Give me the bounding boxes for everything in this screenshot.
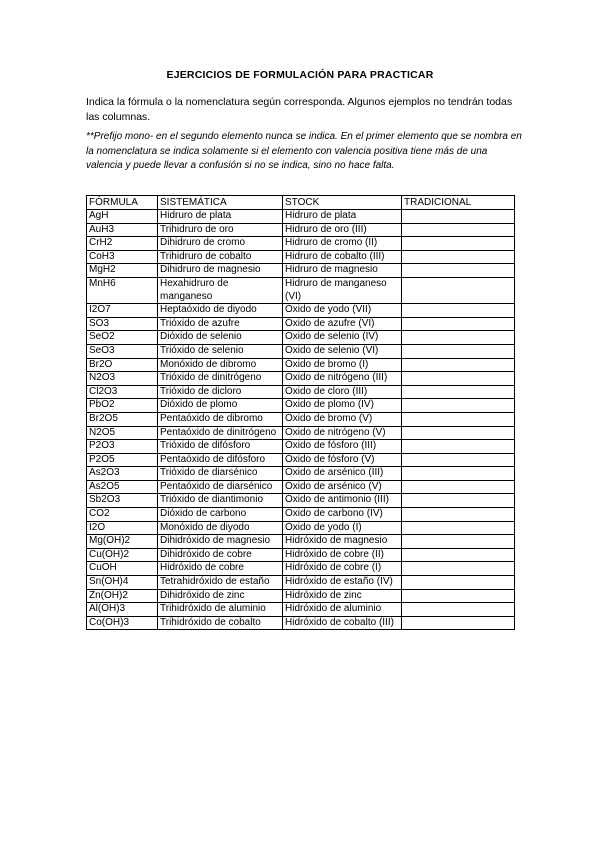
cell-traditional [402,521,515,535]
cell-stock: Óxido de cloro (III) [283,385,402,399]
header-formula: FÓRMULA [87,196,158,210]
cell-stock: Óxido de yodo (VII) [283,304,402,318]
cell-formula: SeO2 [87,331,158,345]
table-row [87,467,515,481]
formulation-table [86,195,515,630]
cell-formula: MnH6 [87,277,158,303]
cell-systematic: Tetrahidróxido de estaño [158,576,283,590]
cell-formula: SeO3 [87,344,158,358]
cell-stock: Óxido de bromo (I) [283,358,402,372]
cell-formula: I2O [87,521,158,535]
cell-formula: Al(OH)3 [87,603,158,617]
cell-systematic: Trihidruro de oro [158,223,283,237]
cell-stock: Óxido de bromo (V) [283,412,402,426]
cell-stock: Óxido de azufre (VI) [283,317,402,331]
cell-formula: CrH2 [87,237,158,251]
cell-stock: Óxido de nitrógeno (III) [283,372,402,386]
cell-stock: Hidróxido de cobre (II) [283,548,402,562]
cell-traditional [402,616,515,630]
page-title: EJERCICIOS DE FORMULACIÓN PARA PRACTICAR [166,69,434,81]
cell-stock: Hidróxido de aluminio [283,603,402,617]
cell-systematic: Pentaóxido de dinitrógeno [158,426,283,440]
cell-systematic: Dihidróxido de magnesio [158,535,283,549]
table-row [87,358,515,372]
cell-systematic: Trióxido de selenio [158,344,283,358]
cell-traditional [402,331,515,345]
cell-traditional [402,399,515,413]
table-row [87,317,515,331]
cell-formula: N2O3 [87,372,158,386]
table-row [87,562,515,576]
cell-systematic: Monóxido de dibromo [158,358,283,372]
table-row [87,548,515,562]
table-row [87,426,515,440]
cell-systematic: Trióxido de dicloro [158,385,283,399]
cell-formula: CuOH [87,562,158,576]
table-row [87,453,515,467]
cell-traditional [402,344,515,358]
cell-formula: SO3 [87,317,158,331]
cell-systematic: Trióxido de diarsénico [158,467,283,481]
cell-formula: CO2 [87,508,158,522]
cell-stock: Óxido de antimonio (III) [283,494,402,508]
cell-traditional [402,548,515,562]
cell-stock: Óxido de carbono (IV) [283,508,402,522]
cell-systematic: Pentaóxido de diarsénico [158,480,283,494]
cell-stock: Hidruro de manganeso (VI) [283,277,402,303]
cell-formula: As2O3 [87,467,158,481]
cell-systematic: Trióxido de difósforo [158,440,283,454]
table-row [87,210,515,224]
cell-formula: As2O5 [87,480,158,494]
table-row [87,304,515,318]
table-row [87,237,515,251]
cell-stock: Óxido de fósforo (III) [283,440,402,454]
cell-systematic: Trihidróxido de aluminio [158,603,283,617]
table-row [87,521,515,535]
cell-stock: Óxido de plomo (IV) [283,399,402,413]
cell-systematic: Hidróxido de cobre [158,562,283,576]
cell-systematic: Dihidruro de magnesio [158,264,283,278]
cell-systematic: Dióxido de carbono [158,508,283,522]
table-row [87,535,515,549]
cell-systematic: Heptaóxido de diyodo [158,304,283,318]
cell-systematic: Pentaóxido de dibromo [158,412,283,426]
cell-systematic: Trihidruro de cobalto [158,250,283,264]
cell-traditional [402,426,515,440]
cell-formula: Sb2O3 [87,494,158,508]
cell-formula: P2O5 [87,453,158,467]
cell-formula: N2O5 [87,426,158,440]
cell-stock: Hidróxido de magnesio [283,535,402,549]
cell-traditional [402,535,515,549]
cell-traditional [402,385,515,399]
table-row [87,331,515,345]
cell-traditional [402,453,515,467]
cell-systematic: Monóxido de diyodo [158,521,283,535]
table-row [87,494,515,508]
table-row [87,264,515,278]
cell-formula: P2O3 [87,440,158,454]
header-traditional: TRADICIONAL [402,196,515,210]
cell-systematic: Hexahidruro de manganeso [158,277,283,303]
cell-systematic: Trióxido de azufre [158,317,283,331]
cell-formula: Br2O [87,358,158,372]
table-row [87,399,515,413]
cell-traditional [402,372,515,386]
cell-stock: Hidróxido de estaño (IV) [283,576,402,590]
table-row [87,603,515,617]
cell-traditional [402,250,515,264]
cell-stock: Hidruro de cromo (II) [283,237,402,251]
cell-traditional [402,237,515,251]
cell-systematic: Dióxido de selenio [158,331,283,345]
table-row [87,372,515,386]
cell-traditional [402,277,515,303]
cell-systematic: Dihidróxido de zinc [158,589,283,603]
table-row [87,250,515,264]
cell-stock: Hidróxido de cobre (I) [283,562,402,576]
cell-traditional [402,223,515,237]
cell-systematic: Dihidruro de cromo [158,237,283,251]
table-row [87,277,515,303]
cell-traditional [402,508,515,522]
cell-traditional [402,440,515,454]
table-body [87,210,515,630]
cell-traditional [402,576,515,590]
cell-systematic: Dióxido de plomo [158,399,283,413]
cell-stock: Hidruro de plata [283,210,402,224]
table-row [87,223,515,237]
cell-formula: Zn(OH)2 [87,589,158,603]
cell-traditional [402,358,515,372]
cell-stock: Hidruro de magnesio [283,264,402,278]
cell-traditional [402,317,515,331]
cell-traditional [402,412,515,426]
cell-formula: CoH3 [87,250,158,264]
cell-stock: Óxido de nitrógeno (V) [283,426,402,440]
cell-traditional [402,562,515,576]
cell-systematic: Hidruro de plata [158,210,283,224]
cell-formula: I2O7 [87,304,158,318]
cell-stock: Óxido de selenio (VI) [283,344,402,358]
prefix-note: **Prefijo mono- en el segundo elemento nunca se indica. En el primer elemento que se nombra en la nomenclatura se indica solamente si el elemento con valencia positiva tiene más de una valencia y puede llevar a confusión si no se indica, sino no hace falta. [86,131,522,171]
cell-stock: Hidruro de oro (III) [283,223,402,237]
cell-traditional [402,304,515,318]
table-row [87,385,515,399]
table-header-row [87,196,515,210]
table-row [87,344,515,358]
table-row [87,508,515,522]
cell-traditional [402,480,515,494]
cell-traditional [402,210,515,224]
cell-stock: Óxido de selenio (IV) [283,331,402,345]
cell-stock: Hidróxido de zinc [283,589,402,603]
table-row [87,440,515,454]
table-row [87,589,515,603]
header-stock: STOCK [283,196,402,210]
cell-stock: Óxido de arsénico (V) [283,480,402,494]
cell-stock: Hidruro de cobalto (III) [283,250,402,264]
cell-stock: Óxido de yodo (I) [283,521,402,535]
cell-stock: Óxido de arsénico (III) [283,467,402,481]
instructions-text: Indica la fórmula o la nomenclatura según corresponda. Algunos ejemplos no tendrán todas las columnas. [86,96,513,123]
table-row [87,412,515,426]
cell-systematic: Trióxido de dinitrógeno [158,372,283,386]
cell-stock: Óxido de fósforo (V) [283,453,402,467]
table-row [87,480,515,494]
cell-traditional [402,603,515,617]
cell-traditional [402,467,515,481]
cell-formula: Co(OH)3 [87,616,158,630]
cell-stock: Hidróxido de cobalto (III) [283,616,402,630]
cell-systematic: Pentaóxido de difósforo [158,453,283,467]
cell-formula: MgH2 [87,264,158,278]
cell-systematic: Dihidróxido de cobre [158,548,283,562]
cell-systematic: Trióxido de diantimonio [158,494,283,508]
cell-formula: Cl2O3 [87,385,158,399]
cell-traditional [402,264,515,278]
cell-traditional [402,494,515,508]
cell-formula: AuH3 [87,223,158,237]
cell-formula: AgH [87,210,158,224]
cell-formula: Sn(OH)4 [87,576,158,590]
cell-systematic: Trihidróxido de cobalto [158,616,283,630]
table-row [87,616,515,630]
cell-formula: Br2O5 [87,412,158,426]
cell-formula: Mg(OH)2 [87,535,158,549]
cell-formula: PbO2 [87,399,158,413]
table-row [87,576,515,590]
cell-traditional [402,589,515,603]
header-systematic: SISTEMÁTICA [158,196,283,210]
cell-formula: Cu(OH)2 [87,548,158,562]
